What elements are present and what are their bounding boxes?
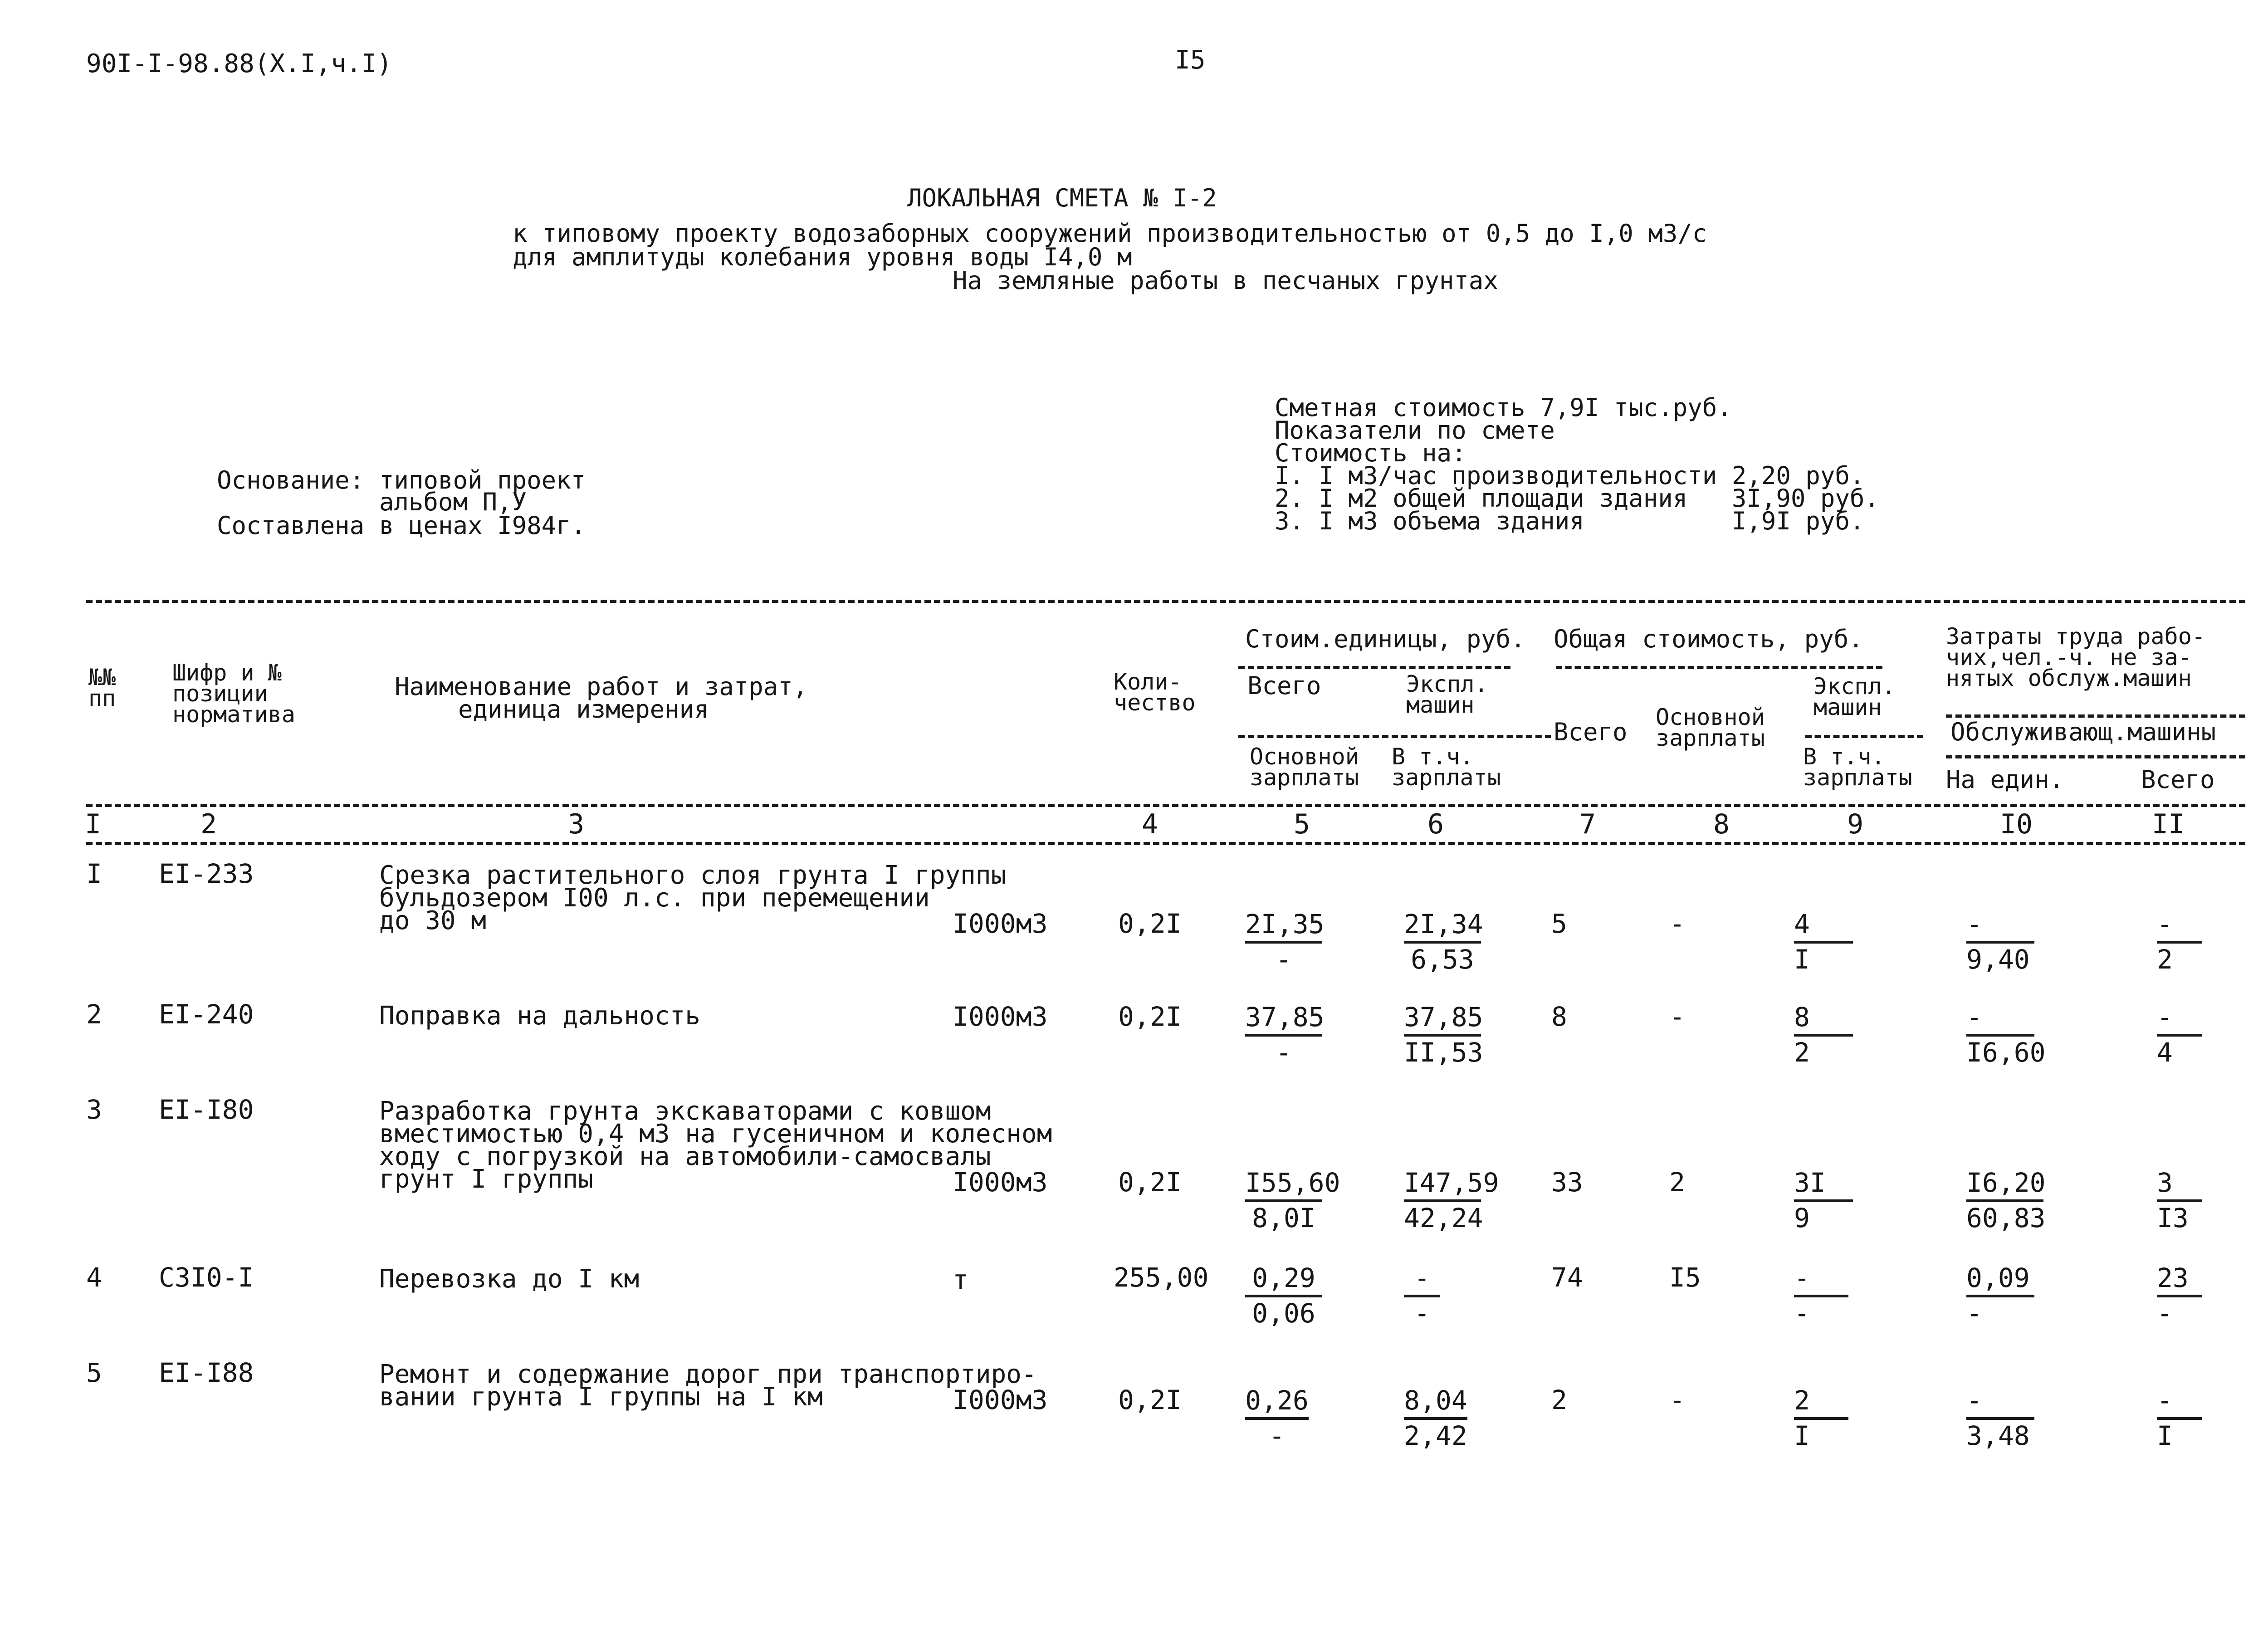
total-machine-cost: 4 <box>1794 909 1810 939</box>
composed-value: в ценах I984г. <box>379 511 586 540</box>
labor-total: - <box>2157 909 2173 939</box>
labor-unit-fraction <box>1966 1262 2034 1329</box>
col-header-total-cost: Общая стоимость, руб. <box>1554 625 1863 653</box>
machine-salary: 6,53 <box>1411 944 1474 975</box>
labor-unit-fraction <box>1966 909 2034 975</box>
row-number: 5 <box>86 1357 102 1388</box>
row-qty: 0,2I <box>1118 1001 1182 1032</box>
row-number: 2 <box>86 999 102 1030</box>
col-header-unit-cost: Стоим.единицы, руб. <box>1245 625 1525 653</box>
numbers-bottom-rule <box>86 842 2245 845</box>
row-qty: 0,2I <box>1118 908 1182 939</box>
row-qty: 255,00 <box>1114 1262 1209 1293</box>
estimate-title: ЛОКАЛЬНАЯ СМЕТА № I-2 <box>907 184 1217 212</box>
unit-cost-base-salary: - <box>1276 944 1292 975</box>
row-number: I <box>86 858 102 889</box>
machine-cost-fraction <box>1404 1262 1440 1329</box>
page-number: I5 <box>1175 45 1206 75</box>
machine-salary: II,53 <box>1404 1037 1483 1068</box>
labor-service-per-unit: 3,48 <box>1966 1420 2030 1451</box>
row-code: EI-I80 <box>159 1094 254 1125</box>
basis-value-2: альбом П,У <box>379 488 527 516</box>
labor-service-total: - <box>2157 1298 2173 1329</box>
basis-value-1: типовой проект <box>379 466 586 494</box>
total-machine-fraction <box>1794 909 1853 975</box>
summary-cost: Сметная стоимость 7,9I тыс.руб. <box>1275 393 1732 422</box>
summary-item-1: I. I м3/час производительности 2,20 руб. <box>1275 461 1865 490</box>
col-header-vsego: Всего <box>1247 671 1321 700</box>
total-machine-fraction <box>1794 1385 1848 1451</box>
col-number: 2 <box>200 808 217 840</box>
labor-total: - <box>2157 1385 2173 1416</box>
unit-cost-total: I55,60 <box>1245 1167 1340 1198</box>
labor-sub-rule <box>1946 755 2245 758</box>
machine-cost-fraction <box>1404 909 1483 975</box>
total-machine-salary: I <box>1794 1420 1810 1451</box>
basis-label: Основание: <box>217 466 365 494</box>
estimate-subtitle-1: к типовому проекту водозаборных сооружений производительностью от 0,5 до I,0 м3/с <box>513 219 1707 248</box>
labor-unit-fraction <box>1966 1002 2046 1068</box>
labor-total-fraction <box>2157 1167 2202 1233</box>
labor-service-total: I3 <box>2157 1203 2189 1233</box>
unit-cost-base-salary: - <box>1269 1420 1285 1451</box>
labor-per-unit: - <box>1966 1002 1982 1032</box>
labor-service-total: I <box>2157 1420 2173 1451</box>
row-qty: 0,2I <box>1118 1384 1182 1415</box>
machine-cost: 2I,34 <box>1404 909 1483 939</box>
col-header-incl9: В т.ч. зарплаты <box>1803 744 1912 791</box>
unit-cost-fraction <box>1245 1262 1322 1329</box>
table-top-rule <box>86 600 2245 603</box>
total-machine-salary: 2 <box>1794 1037 1810 1068</box>
total-machine-fraction <box>1794 1167 1853 1233</box>
col-header-code: Шифр и № позиции норматива <box>172 660 295 728</box>
col-header-serv: Обслуживающ.машины <box>1950 718 2216 746</box>
col-number: 6 <box>1427 808 1444 840</box>
machine-cost: 8,04 <box>1404 1385 1467 1416</box>
row-qty: 0,2I <box>1118 1167 1182 1198</box>
labor-service-per-unit: - <box>1966 1298 1982 1329</box>
estimate-subtitle-3: На земляные работы в песчаных грунтах <box>953 266 1498 295</box>
col-number: 3 <box>567 808 585 840</box>
unit-cost-total: 0,29 <box>1252 1262 1315 1293</box>
header-bottom-rule <box>86 804 2245 807</box>
row-unit: I000м3 <box>953 1167 1048 1198</box>
total-base-salary: - <box>1669 908 1685 939</box>
row-name: Перевозка до I км <box>379 1264 640 1294</box>
machine-cost: 37,85 <box>1404 1002 1483 1032</box>
total-cost: 2 <box>1551 1384 1567 1415</box>
labor-service-per-unit: 60,83 <box>1966 1203 2046 1233</box>
composed-label: Составлена <box>217 511 365 540</box>
col-header-unit: единица измерения <box>458 695 709 724</box>
total-cost: 74 <box>1551 1262 1583 1293</box>
row-name: Срезка растительного слоя грунта I группы бульдозером I00 л.с. при перемещении до 30 м <box>379 861 1007 935</box>
total-base-salary: 2 <box>1669 1167 1685 1198</box>
labor-unit-fraction <box>1966 1385 2034 1451</box>
unit-cost-total: 0,26 <box>1245 1385 1309 1416</box>
col-header-base-salary: Основной зарплаты <box>1250 744 1359 791</box>
unit-cost-fraction <box>1245 1002 1325 1068</box>
machine-salary: 42,24 <box>1404 1203 1483 1233</box>
col-number: 5 <box>1293 808 1310 840</box>
total-machine-cost: 8 <box>1794 1002 1810 1032</box>
col-header-name: Наименование работ и затрат, <box>395 672 808 701</box>
row-unit: I000м3 <box>953 1384 1048 1415</box>
summary-cost-per: Стоимость на: <box>1275 439 1466 467</box>
unit-cost-fraction <box>1245 1167 1340 1233</box>
unit-cost-fraction <box>1245 1385 1309 1451</box>
unit-cost-total: 37,85 <box>1245 1002 1325 1032</box>
machine-cost-fraction <box>1404 1385 1467 1451</box>
total-cost: 5 <box>1551 908 1567 939</box>
col-header-total11: Всего <box>2141 765 2215 794</box>
labor-service-total: 2 <box>2157 944 2173 975</box>
col-header-qty: Коли- чество <box>1114 669 1196 716</box>
labor-total: 3 <box>2157 1167 2173 1198</box>
labor-per-unit: I6,20 <box>1966 1167 2046 1198</box>
unit-cost-base-salary: - <box>1276 1037 1292 1068</box>
document-code: 90I-I-98.88(X.I,ч.I) <box>86 49 392 78</box>
total-cost-rule <box>1556 666 1882 669</box>
row-number: 4 <box>86 1262 102 1293</box>
unit-cost-rule <box>1238 666 1510 669</box>
row-name: Разработка грунта экскаваторами с ковшом вместимостью 0,4 м3 на гусеничном и колесном ходу с погрузкой на автомобили-самосвалы грунт I группы <box>379 1096 1052 1194</box>
labor-total: 23 <box>2157 1262 2189 1293</box>
col-number: 4 <box>1141 808 1158 840</box>
total-machine-salary: I <box>1794 944 1810 975</box>
total-machine-fraction <box>1794 1262 1848 1329</box>
col-header-base-salary8: Основной зарплаты <box>1656 704 1765 751</box>
row-unit: т <box>953 1264 968 1295</box>
total-machine-cost: - <box>1794 1262 1810 1293</box>
labor-total: - <box>2157 1002 2173 1032</box>
row-unit: I000м3 <box>953 1001 1048 1032</box>
row-code: EI-I88 <box>159 1357 254 1388</box>
total-machine-fraction <box>1794 1002 1853 1068</box>
row-code: EI-240 <box>159 999 254 1030</box>
col-header-labor: Затраты труда рабо- чих,чел.-ч. не за- нятых обслуж.машин <box>1946 623 2205 691</box>
total-cost: 8 <box>1551 1001 1567 1032</box>
labor-per-unit: - <box>1966 1385 1982 1416</box>
unit-cost-total: 2I,35 <box>1245 909 1325 939</box>
col-header-expl: Экспл. машин <box>1406 671 1488 718</box>
summary-item-3: 3. I м3 объема здания I,9I руб. <box>1275 507 1865 535</box>
row-code: CЗI0-I <box>159 1262 254 1293</box>
unit-cost-fraction <box>1245 909 1325 975</box>
expl-sub-rule <box>1805 735 1923 738</box>
row-name: Ремонт и содержание дорог при транспортиро- вании грунта I группы на I км <box>379 1360 1037 1412</box>
total-machine-cost: 3I <box>1794 1167 1826 1198</box>
labor-service-total: 4 <box>2157 1037 2173 1068</box>
machine-cost-fraction <box>1404 1002 1483 1068</box>
total-machine-cost: 2 <box>1794 1385 1810 1416</box>
col-number: 9 <box>1847 808 1864 840</box>
total-cost: 33 <box>1551 1167 1583 1198</box>
col-number: 7 <box>1579 808 1596 840</box>
total-base-salary: - <box>1669 1001 1685 1032</box>
unit-cost-base-salary: 8,0I <box>1252 1203 1315 1233</box>
col-header-total7: Всего <box>1554 718 1628 746</box>
labor-per-unit: 0,09 <box>1966 1262 2030 1293</box>
labor-per-unit: - <box>1966 909 1982 939</box>
row-code: EI-233 <box>159 858 254 889</box>
col-number: I <box>84 808 102 840</box>
unit-cost-base-salary: 0,06 <box>1252 1298 1315 1329</box>
col-number: 8 <box>1713 808 1730 840</box>
labor-total-fraction <box>2157 1385 2202 1451</box>
summary-indicators: Показатели по смете <box>1275 416 1555 445</box>
labor-total-fraction <box>2157 1002 2202 1068</box>
col-header-incl-salary: В т.ч. зарплаты <box>1392 744 1501 791</box>
labor-total-fraction <box>2157 1262 2202 1329</box>
row-unit: I000м3 <box>953 908 1048 939</box>
labor-service-per-unit: 9,40 <box>1966 944 2030 975</box>
labor-total-fraction <box>2157 909 2202 975</box>
machine-salary: - <box>1414 1298 1430 1329</box>
summary-item-2: 2. I м2 общей площади здания 3I,90 руб. <box>1275 484 1879 513</box>
col-number: I0 <box>1999 808 2033 840</box>
machine-cost: I47,59 <box>1404 1167 1499 1198</box>
row-name: Поправка на дальность <box>379 1001 701 1031</box>
estimate-subtitle-2: для амплитуды колебания уровня воды I4,0 м <box>513 243 1132 271</box>
machine-cost: - <box>1414 1262 1430 1293</box>
labor-unit-fraction <box>1966 1167 2046 1233</box>
row-number: 3 <box>86 1094 102 1125</box>
total-base-salary: I5 <box>1669 1262 1701 1293</box>
machine-cost-fraction <box>1404 1167 1499 1233</box>
total-machine-salary: 9 <box>1794 1203 1810 1233</box>
labor-rule <box>1946 714 2245 718</box>
total-base-salary: - <box>1669 1384 1685 1415</box>
col-header-expl9: Экспл. машин <box>1813 673 1896 720</box>
machine-salary: 2,42 <box>1404 1420 1467 1451</box>
unit-cost-sub-rule <box>1238 735 1551 738</box>
total-machine-salary: - <box>1794 1298 1810 1329</box>
col-header-num: №№ пп <box>88 664 116 711</box>
col-header-per-unit: На един. <box>1946 765 2064 794</box>
col-number: II <box>2151 808 2185 840</box>
labor-service-per-unit: I6,60 <box>1966 1037 2046 1068</box>
